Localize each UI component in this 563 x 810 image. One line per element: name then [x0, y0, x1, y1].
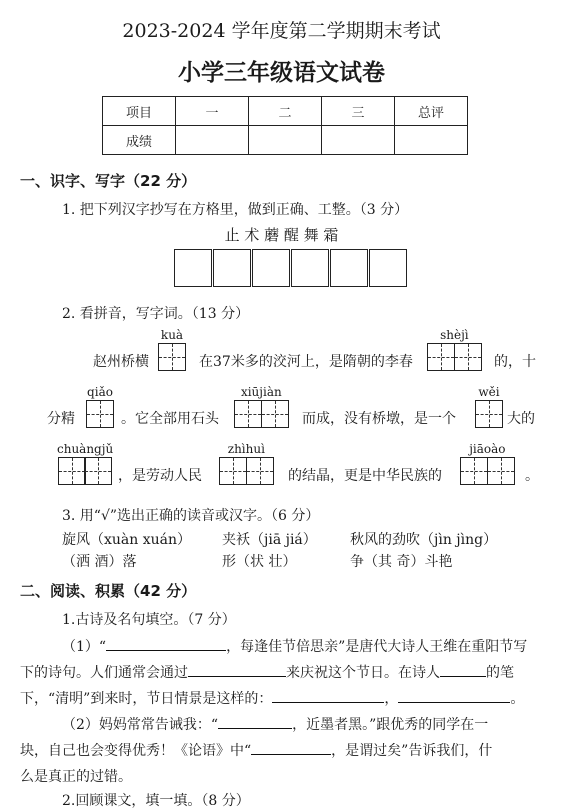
grid-cell[interactable] — [219, 457, 247, 485]
sentence-text: 赵州桥横 — [93, 354, 149, 370]
writing-box[interactable] — [252, 249, 290, 287]
exam-subtitle: 小学三年级语文试卷 — [178, 60, 385, 86]
score-cell[interactable] — [395, 126, 468, 155]
grid-cell[interactable] — [58, 457, 86, 485]
section-1-title: 一、识字、写字（22 分） — [20, 172, 197, 190]
sentence-text: 下的诗句。人们通常会通过 — [20, 665, 188, 681]
answer-blank[interactable] — [188, 662, 286, 677]
table-header-cell: 一 — [176, 97, 249, 126]
sentence-text: 而成，没有桥墩，是一个 — [302, 411, 456, 427]
pinyin-box-chuangju[interactable] — [57, 442, 113, 485]
choice-item[interactable]: 形（状 壮） — [222, 554, 297, 570]
answer-blank[interactable] — [440, 662, 486, 677]
pinyin-label: kuà — [160, 328, 184, 342]
sentence-text: 的，十 — [494, 354, 536, 370]
table-header-cell: 总评 — [395, 97, 468, 126]
copy-characters: 止 术 蘑 醒 舞 霜 — [224, 226, 339, 244]
table-header-cell: 二 — [249, 97, 322, 126]
table-row — [103, 97, 468, 126]
sentence-text: （2）妈妈常常告诫我：“ — [62, 717, 219, 733]
sentence-text: 的笔 — [486, 665, 514, 681]
choice-item[interactable]: 争（其 奇）斗艳 — [350, 554, 453, 570]
grid-cell[interactable] — [427, 343, 455, 371]
quote-line — [20, 740, 492, 760]
sentence-text: 大的 — [507, 411, 535, 427]
choice-item[interactable]: 夹袄（jiā jiá） — [222, 532, 317, 548]
sentence-text: 的结晶，更是中华民族的 — [288, 468, 442, 484]
grid-cell[interactable] — [86, 400, 114, 428]
writing-boxes[interactable] — [174, 249, 408, 287]
exam-title: 2023-2024 学年度第二学期期末考试 — [122, 20, 441, 42]
question-2-2: 2.回顾课文，填一填。（8 分） — [62, 793, 250, 809]
sentence-text: 。 — [510, 691, 525, 707]
sentence-text: （1）“ — [62, 639, 107, 655]
score-table — [102, 96, 468, 155]
grid-cell[interactable] — [454, 343, 482, 371]
table-row-label: 成绩 — [103, 126, 176, 155]
sentence-text: ， — [384, 691, 399, 707]
answer-blank[interactable] — [272, 688, 384, 703]
table-header-cell: 项目 — [103, 97, 176, 126]
pinyin-label: qiǎo — [87, 385, 113, 399]
choice-item[interactable]: 秋风的劲吹（jìn jìng） — [350, 532, 498, 548]
sentence-text: 。它全部用石头 — [121, 411, 219, 427]
pinyin-box-qiao[interactable] — [86, 385, 114, 428]
score-cell[interactable] — [176, 126, 249, 155]
sentence-text: 下，“清明”到来时，节日情景是这样的： — [20, 691, 273, 707]
pinyin-box-kua[interactable] — [158, 328, 186, 371]
sentence-text: 分精 — [47, 411, 75, 427]
grid-cell[interactable] — [261, 400, 289, 428]
grid-cell[interactable] — [158, 343, 186, 371]
table-row — [103, 126, 468, 155]
writing-box[interactable] — [291, 249, 329, 287]
pinyin-box-sheji[interactable] — [427, 328, 482, 371]
choice-item[interactable]: 旋风（xuàn xuán） — [62, 532, 192, 548]
pinyin-box-zhihui[interactable] — [219, 442, 274, 485]
quote-line: 么是真正的过错。 — [20, 769, 132, 785]
pinyin-label: shèjì — [440, 328, 469, 342]
writing-box[interactable] — [213, 249, 251, 287]
sentence-text: 来庆祝这个节日。在诗人 — [286, 665, 440, 681]
question-2-1: 1.古诗及名句填空。（7 分） — [62, 612, 236, 628]
pinyin-box-xiujian[interactable] — [234, 385, 289, 428]
grid-cell[interactable] — [460, 457, 488, 485]
sentence-text: ，是谓过矣”告诉我们，什 — [331, 743, 493, 759]
writing-box[interactable] — [369, 249, 407, 287]
table-header-cell: 三 — [322, 97, 395, 126]
score-cell[interactable] — [322, 126, 395, 155]
answer-blank[interactable] — [218, 714, 292, 729]
grid-cell[interactable] — [84, 457, 112, 485]
score-cell[interactable] — [249, 126, 322, 155]
question-1-2: 2. 看拼音，写字词。（13 分） — [62, 306, 250, 322]
sentence-text: ，近墨者黑。”跟优秀的同学在一 — [292, 717, 489, 733]
answer-blank[interactable] — [251, 740, 331, 755]
grid-cell[interactable] — [234, 400, 262, 428]
pinyin-label: xiūjiàn — [240, 385, 282, 399]
sentence-text: 。 — [525, 468, 539, 484]
question-1-1: 1. 把下列汉字抄写在方格里，做到正确、工整。（3 分） — [62, 202, 409, 218]
grid-cell[interactable] — [487, 457, 515, 485]
sentence-text: ，每逢佳节倍思亲”是唐代大诗人王维在重阳节写 — [226, 639, 528, 655]
sentence-text: 在37米多的洨河上，是隋朝的李春 — [199, 354, 413, 370]
answer-blank[interactable] — [106, 636, 226, 651]
pinyin-label: jiāoào — [469, 442, 506, 456]
grid-cell[interactable] — [246, 457, 274, 485]
writing-box[interactable] — [330, 249, 368, 287]
pinyin-label: wěi — [478, 385, 500, 399]
poem-line — [62, 636, 527, 656]
question-1-3: 3. 用“√”选出正确的读音或汉字。（6 分） — [62, 508, 320, 524]
grid-cell[interactable] — [475, 400, 503, 428]
quote-line — [62, 714, 488, 734]
sentence-text: ，是劳动人民 — [118, 468, 202, 484]
section-2-title: 二、阅读、积累（42 分） — [20, 582, 197, 600]
pinyin-box-wei[interactable] — [475, 385, 503, 428]
poem-line — [20, 662, 514, 682]
answer-blank[interactable] — [398, 688, 510, 703]
pinyin-label: zhìhuì — [227, 442, 265, 456]
pinyin-label: chuàngjǔ — [57, 442, 114, 456]
sentence-text: 块，自己也会变得优秀！《论语》中“ — [20, 743, 252, 759]
choice-item[interactable]: （洒 酒）落 — [62, 554, 137, 570]
pinyin-box-jiaoao[interactable] — [460, 442, 515, 485]
poem-line — [20, 688, 524, 708]
writing-box[interactable] — [174, 249, 212, 287]
